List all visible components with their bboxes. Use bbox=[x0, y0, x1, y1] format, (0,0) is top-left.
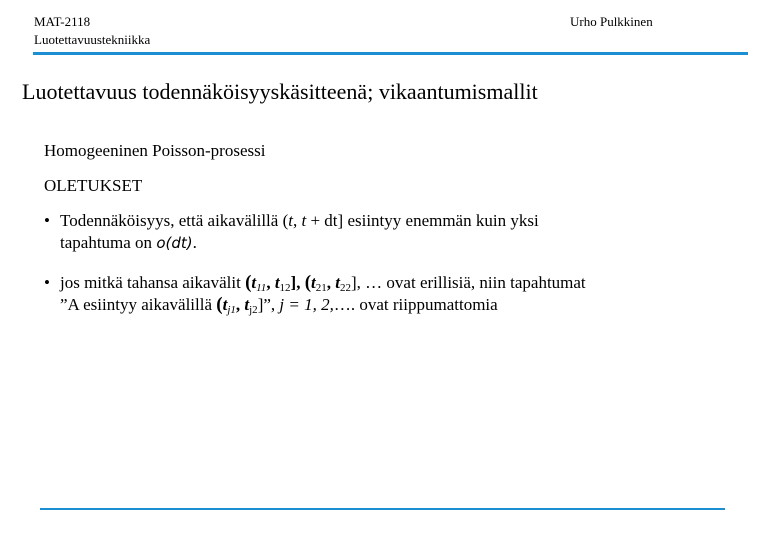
bullet-marker: • bbox=[44, 273, 50, 292]
slide-subtitle: Homogeeninen Poisson-prosessi bbox=[44, 141, 266, 160]
bullet-2-line-1: • jos mitkä tahansa aikavälit ($t_{11}$, $t_{12}$], ($t_{21}$, $t_{22}$], … ovat erillisiä, niin tapahtumat bbox=[44, 272, 586, 294]
bullet-1-line-1: • Todennäköisyys, että aikavälillä (t, t + dt] esiintyy enemmän kuin yksi bbox=[44, 211, 539, 230]
section-heading: OLETUKSET bbox=[44, 176, 143, 195]
slide-title: Luotettavuus todennäköisyyskäsitteenä; vikaantumismallit bbox=[22, 79, 538, 104]
course-code: MAT-2118 bbox=[34, 14, 91, 29]
author-name: Urho Pulkkinen bbox=[570, 14, 653, 29]
bullet-marker: • bbox=[44, 211, 50, 230]
course-header bbox=[34, 13, 150, 49]
bullet-item-2 bbox=[44, 272, 586, 316]
footer-divider bbox=[40, 508, 725, 510]
header-divider bbox=[33, 52, 748, 55]
bullet-1-line-2: tapahtuma on o(dt). bbox=[60, 233, 197, 252]
bullet-2-line-2: ”A esiintyy aikavälillä ($t_{j1}$, $t_{j2}$]”, j = 1, 2,…. ovat riippumattomia bbox=[60, 294, 498, 316]
course-name: Luotettavuustekniikka bbox=[34, 32, 151, 47]
bullet-item-1 bbox=[44, 210, 539, 254]
